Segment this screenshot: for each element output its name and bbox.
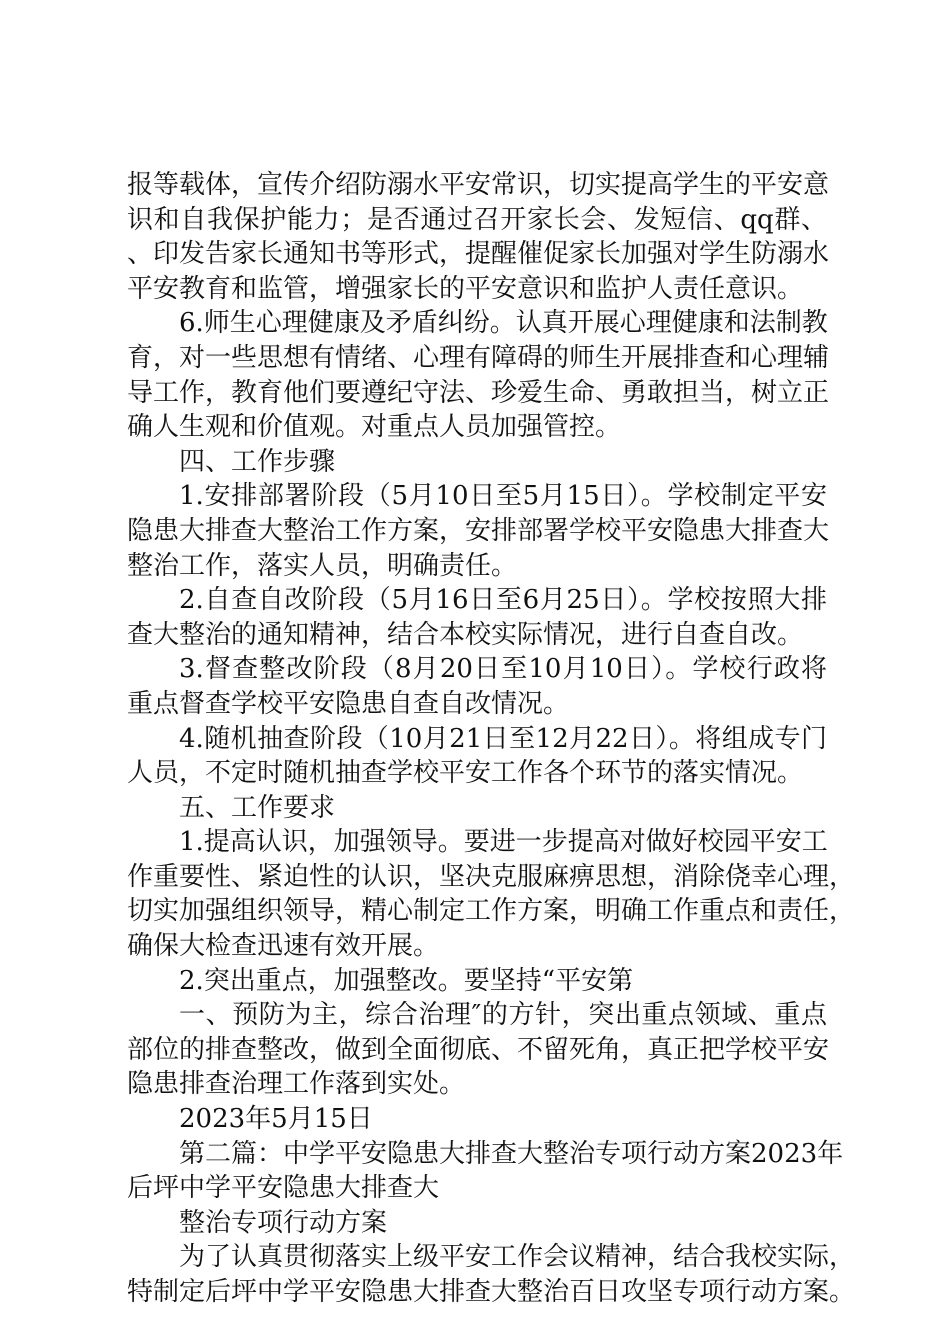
part-two-title: 第二篇：中学平安隐患大排查大整治专项行动方案2023年 [179,1138,844,1169]
text-line: 切实加强组织领导，精心制定工作方案，明确工作重点和责任， [127,896,856,927]
text-line: 隐患大排查大整治工作方案，安排部署学校平安隐患大排查大 [127,515,830,546]
text-line: 识和自我保护能力；是否通过召开家长会、发短信、qq群、 [127,204,827,235]
document-body [127,168,856,1310]
text-line: 确人生观和价值观。对重点人员加强管控。 [127,412,622,443]
text-line: 为了认真贯彻落实上级平安工作会议精神，结合我校实际， [179,1242,856,1273]
text-line: 、印发告家长通知书等形式，提醒催促家长加强对学生防溺水 [127,239,830,270]
text-line: 3.督查整改阶段（8月20日至10月10日）。学校行政将 [179,654,827,685]
text-line: 6.师生心理健康及矛盾纠纷。认真开展心理健康和法制教 [179,308,828,339]
text-line: 作重要性、紧迫性的认识，坚决克服麻痹思想，消除侥幸心理， [127,861,856,892]
text-line: 整治工作，落实人员，明确责任。 [127,550,518,581]
text-line: 育，对一些思想有情绪、心理有障碍的师生开展排查和心理辅 [127,342,830,373]
text-line: 平安教育和监管，增强家长的平安意识和监护人责任意识。 [127,273,804,304]
part-two-title: 整治专项行动方案 [179,1207,388,1238]
text-line: 确保大检查迅速有效开展。 [127,931,440,962]
text-line: 一、预防为主，综合治理″的方针，突出重点领域、重点 [179,1000,827,1031]
date-line: 2023年5月15日 [179,1104,373,1135]
part-two-title: 后坪中学平安隐患大排查大 [127,1173,440,1204]
text-line: 特制定后坪中学平安隐患大排查大整治百日攻坚专项行动方案。 [127,1277,856,1307]
text-line: 部位的排查整改，做到全面彻底、不留死角，真正把学校平安 [127,1034,830,1065]
text-line: 重点督查学校平安隐患自查自改情况。 [127,688,570,719]
text-line: 4.随机抽查阶段（10月21日至12月22日）。将组成专门 [179,723,827,754]
text-line: 1.安排部署阶段（5月10日至5月15日）。学校制定平安 [179,481,827,512]
text-line: 2.突出重点，加强整改。要坚持“平安第 [179,965,634,996]
text-line: 导工作，教育他们要遵纪守法、珍爱生命、勇敢担当，树立正 [127,377,830,408]
text-line: 查大整治的通知精神，结合本校实际情况，进行自查自改。 [127,619,804,650]
text-line: 2.自查自改阶段（5月16日至6月25日）。学校按照大排 [179,585,827,616]
text-line: 隐患排查治理工作落到实处。 [127,1069,466,1100]
section-heading: 四、工作步骤 [179,446,336,477]
section-heading: 五、工作要求 [179,792,336,823]
text-line: 报等载体，宣传介绍防溺水平安常识，切实提高学生的平安意 [127,170,830,200]
text-line: 1.提高认识，加强领导。要进一步提高对做好校园平安工 [179,827,828,858]
text-line: 人员，不定时随机抽查学校平安工作各个环节的落实情况。 [127,758,804,789]
